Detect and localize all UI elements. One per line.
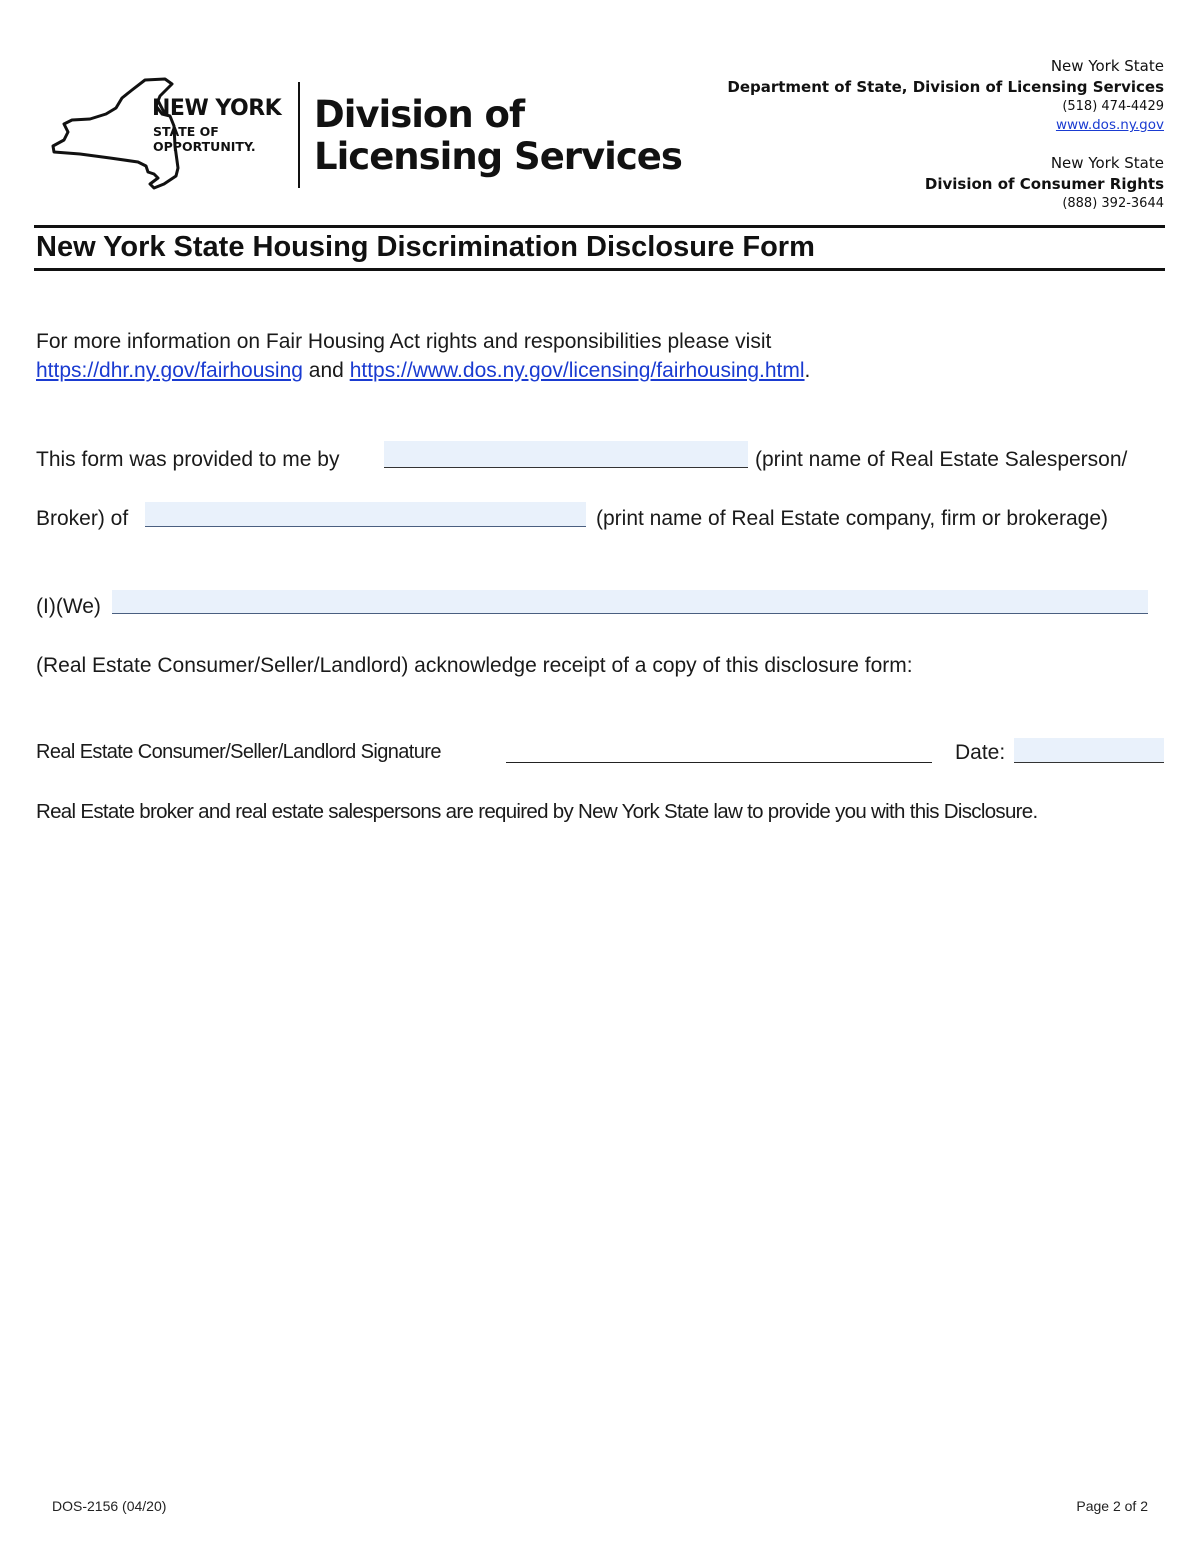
dos-website-link[interactable]: www.dos.ny.gov [1055,117,1164,133]
brokerage-name-field[interactable] [145,502,586,527]
provided-by-label: This form was provided to me by [36,448,340,471]
broker-label: Broker) of [36,507,129,530]
division-wordmark: Division of Licensing Services [314,93,682,178]
form-number: DOS-2156 (04/20) [52,1498,167,1514]
salesperson-name-field[interactable] [384,441,748,468]
consumer-rights-contact-block: New York State Division of Consumer Rights (888) 392-3644 [924,154,1164,211]
title-top-rule [34,225,1165,228]
title-bottom-rule [34,268,1165,271]
info-links-line: https://dhr.ny.gov/fairhousing and https://www.dos.ny.gov/licensing/fairhousing.html. [36,359,811,382]
acknowledge-text: (Real Estate Consumer/Seller/Landlord) acknowledge receipt of a copy of this disclosure form: [36,654,913,677]
dos-fairhousing-link[interactable]: https://www.dos.ny.gov/licensing/fairhousing.html [349,359,805,382]
legal-notice: Real Estate broker and real estate salespersons are required by New York State law to provide you with this Disclosure. [36,800,1038,823]
signature-line[interactable] [506,762,932,763]
page-number: Page 2 of 2 [1076,1498,1148,1514]
company-hint: (print name of Real Estate company, firm or brokerage) [596,507,1108,530]
dhr-fairhousing-link[interactable]: https://dhr.ny.gov/fairhousing [36,359,303,382]
form-title: New York State Housing Discrimination Disclosure Form [36,231,815,263]
iwe-label: (I)(We) [36,595,101,618]
consumer-name-field[interactable] [112,590,1148,614]
logo-divider [298,82,300,188]
date-label: Date: [955,741,1006,764]
date-field[interactable] [1014,738,1164,763]
licensing-contact-block: New York State Department of State, Division of Licensing Services (518) 474-4429 www.dos.ny.gov [727,57,1164,133]
salesperson-hint: (print name of Real Estate Salesperson/ [755,448,1128,471]
ny-wordmark: NEW YORK [152,96,282,121]
signature-label: Real Estate Consumer/Seller/Landlord Signature [36,741,441,763]
info-line: For more information on Fair Housing Act rights and responsibilities please visit [36,330,772,353]
ny-tagline: STATE OF OPPORTUNITY. [153,124,256,154]
